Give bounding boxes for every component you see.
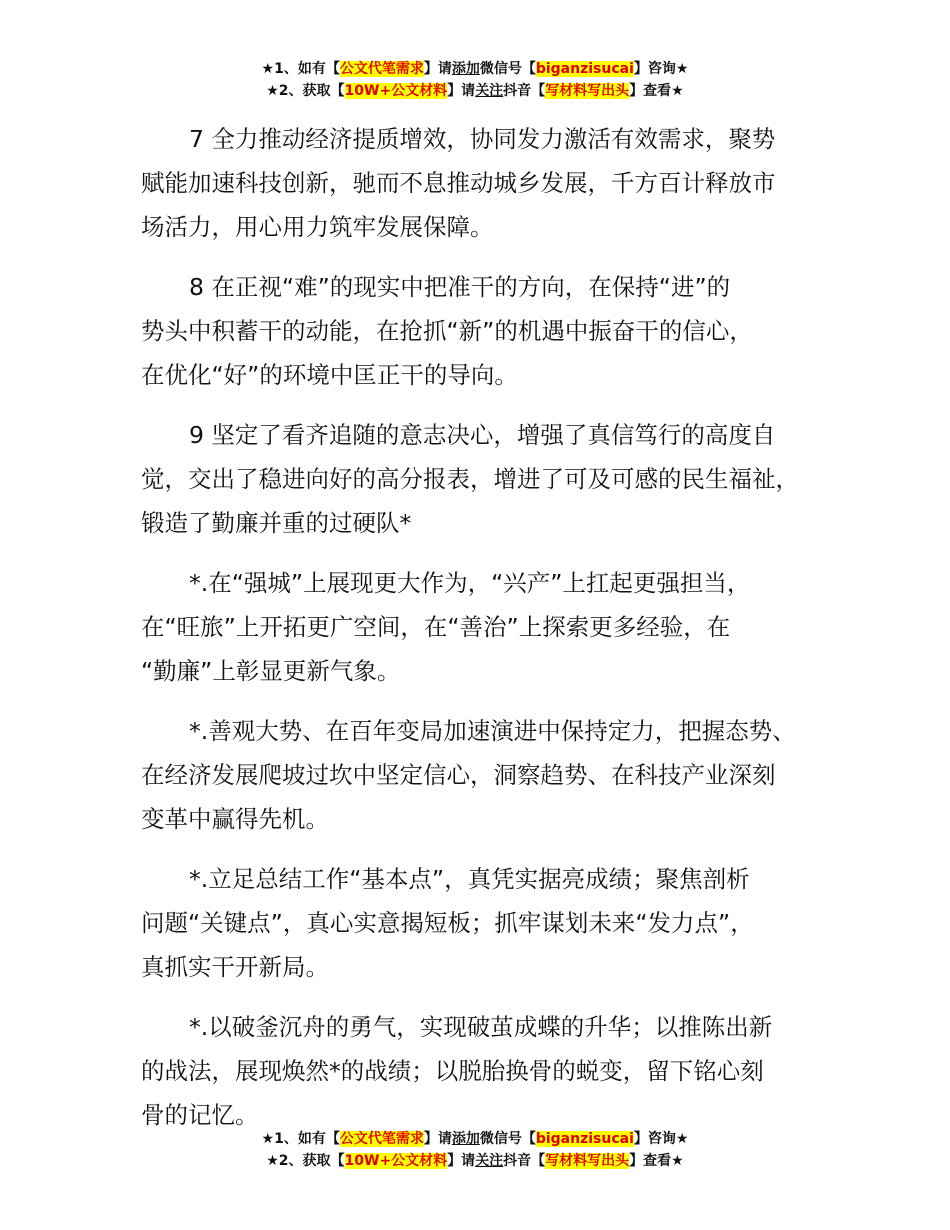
footer-line-2-mid-1: 】请 [447,1153,476,1169]
footer-line-1-emphasis: 添加 [451,1131,480,1147]
banner-line-1-mid-1: 】请 [423,61,452,77]
footer-line-1-mid-1: 】请 [423,1131,452,1147]
footer-line-2-highlight-1: 10W+公文材料 [344,1153,448,1169]
footer-banner-line-1 [0,1128,950,1150]
paragraph-summary-points: *.立足总结工作“基本点”，真凭实据亮成绩；聚焦剖析 问题“关键点”，真心实意揭短板；抓牢谋划未来“发力点”， 真抓实干开新局。 [141,865,754,981]
banner-line-2-highlight-1: 10W+公文材料 [344,83,448,99]
footer-line-2-highlight-2: 写材料写出头 [545,1153,630,1169]
footer-banner [0,1128,950,1172]
footer-line-1-mid-2: 微信号【 [479,1131,536,1147]
footer-line-1-prefix: ★1、如有【 [261,1131,340,1147]
paragraph-big-trend: *.善观大势、在百年变局加速演进中保持定力，把握态势、 在经济发展爬坡过坎中坚定信心，洞察趋势、在科技产业深刻 变革中赢得先机。 [141,717,796,833]
footer-line-1-highlight-2: biganzisucai [535,1131,634,1147]
banner-line-2-emphasis: 关注 [475,83,504,99]
paragraph-strong-city: *.在“强城”上展现更大作为，“兴产”上扛起更强担当， 在“旺旅”上开拓更广空间，在“善治”上探索更多经验，在 “勤廉”上彰显更新气象。 [141,569,751,685]
banner-line-1-highlight-1: 公文代笔需求 [339,61,424,77]
banner-line-1-mid-2: 微信号【 [479,61,536,77]
banner-line-2 [0,80,950,102]
banner-line-2-prefix: ★2、获取【 [266,83,345,99]
paragraph-8: 8 在正视“难”的现实中把准干的方向，在保持“进”的 势头中积蓄干的动能，在抢抓“新”的机遇中振奋干的信心， 在优化“好”的环境中匡正干的导向。 [141,273,753,389]
paragraph-courage: *.以破釜沉舟的勇气，实现破茧成蝶的升华；以推陈出新 的战法，展现焕然*的战绩；以脱胎换骨的蜕变，留下铭心刻 骨的记忆。 [141,1013,773,1129]
banner-line-1-suffix: 】咨询★ [633,61,689,77]
footer-line-1-suffix: 】咨询★ [633,1131,689,1147]
footer-line-1-highlight-1: 公文代笔需求 [339,1131,424,1147]
banner-line-1-prefix: ★1、如有【 [261,61,340,77]
footer-banner-line-2 [0,1150,950,1172]
footer-line-2-mid-2: 抖音【 [503,1153,546,1169]
banner-line-1-emphasis: 添加 [451,61,480,77]
banner-line-1-highlight-2: biganzisucai [535,61,634,77]
header-banner [0,58,950,102]
banner-line-2-highlight-2: 写材料写出头 [545,83,630,99]
banner-line-2-suffix: 】查看★ [629,83,684,99]
paragraph-7: 7 全力推动经济提质增效，协同发力激活有效需求，聚势 赋能加速科技创新，驰而不息推动城乡发展，千方百计释放市 场活力，用心用力筑牢发展保障。 [141,125,776,241]
paragraph-9: 9 坚定了看齐追随的意志决心，增强了真信笃行的高度自 觉，交出了稳进向好的高分报表，增进了可及可感的民生福祉， 锻造了勤廉并重的过硬队* [141,421,799,537]
banner-line-2-mid-1: 】请 [447,83,476,99]
footer-line-2-prefix: ★2、获取【 [266,1153,345,1169]
footer-line-2-emphasis: 关注 [475,1153,504,1169]
document-body [141,117,841,1153]
banner-line-2-mid-2: 抖音【 [503,83,546,99]
banner-line-1 [0,58,950,80]
footer-line-2-suffix: 】查看★ [629,1153,684,1169]
